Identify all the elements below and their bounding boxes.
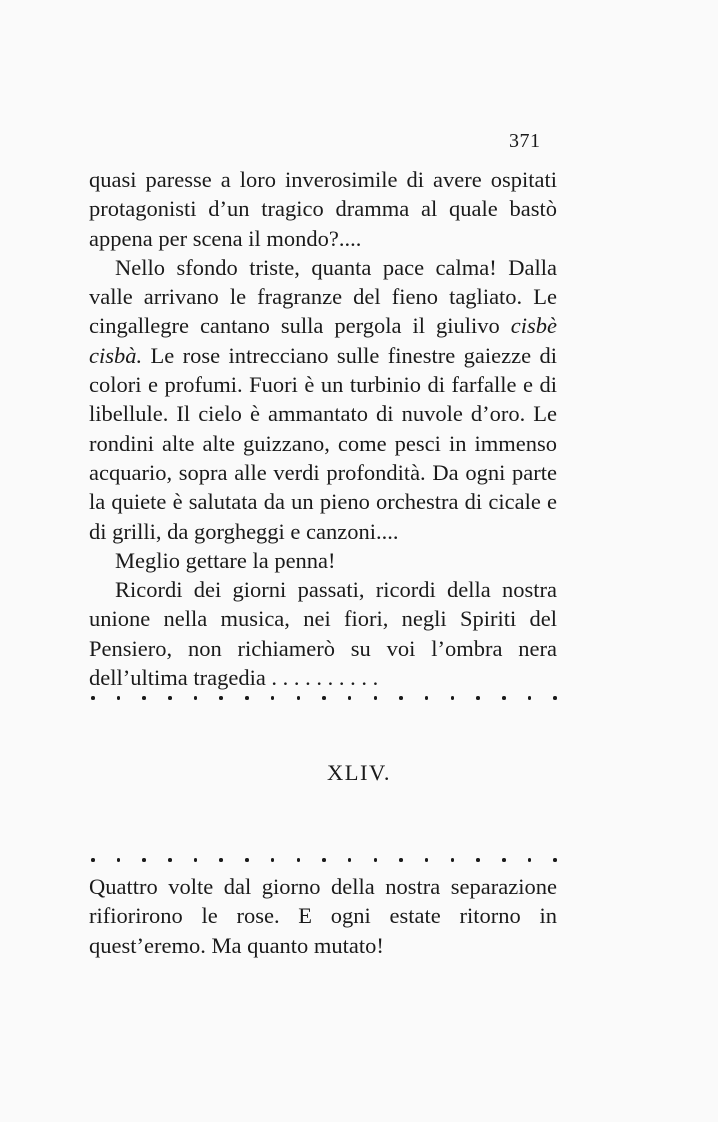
ellipsis-dot [476, 696, 480, 700]
ellipsis-dot [374, 696, 378, 700]
ellipsis-dot [194, 696, 198, 700]
italic-phrase: cisbè cisbà. [89, 313, 557, 368]
ellipsis-dot [476, 858, 480, 862]
page-number: 371 [509, 130, 541, 152]
paragraph [89, 872, 557, 960]
ellipsis-dot [117, 858, 121, 862]
ellipsis-dot [219, 858, 223, 862]
ellipsis-dot [348, 696, 352, 700]
ellipsis-dot [502, 696, 506, 700]
ellipsis-dot [91, 858, 95, 862]
paragraph [89, 253, 557, 546]
ellipsis-dot [245, 696, 249, 700]
ellipsis-dot [322, 696, 326, 700]
text-segment: Ricordi dei giorni passati, ricordi della nostra unione nella musica, nei fiori, negli Spiriti del Pensiero, non richiamerò su voi l’ombra nera dell’ultima tragedia . . . . . . . . . . [89, 577, 557, 691]
ellipsis-dot [91, 696, 95, 700]
paragraph [89, 546, 557, 575]
ellipsis-dot [194, 858, 198, 862]
text-segment: Le rose intrecciano sulle finestre gaiezze di colori e profumi. Fuori è un turbinio di farfalle e di libellule. Il cielo è ammantato di nuvole d’oro. Le rondini alte alte guizzano, come pesci in immenso acquario, sopra alle verdi profondità. Da ogni parte la quiete è salutata da un pieno orchestra di cicale e di grilli, da gorgheggi e canzoni.... [89, 342, 557, 544]
ellipsis-dot [425, 696, 429, 700]
ellipsis-dot [168, 858, 172, 862]
ellipsis-dot [245, 858, 249, 862]
ellipsis-dot [502, 858, 506, 862]
text-block-after-chapter [89, 872, 557, 960]
ellipsis-dot [451, 858, 455, 862]
ellipsis-dot [117, 696, 121, 700]
ellipsis-dot [271, 696, 275, 700]
ellipsis-dot [271, 858, 275, 862]
ellipsis-dot [399, 696, 403, 700]
ellipsis-dot-row [91, 693, 557, 703]
ellipsis-dot-row [91, 855, 557, 865]
ellipsis-dot [297, 696, 301, 700]
ellipsis-dot [297, 858, 301, 862]
text-segment: Quattro volte dal giorno della nostra separazione rifiorirono le rose. E ogni estate ritorno in quest’eremo. Ma quanto mutato! [89, 874, 557, 958]
ellipsis-dot [528, 858, 532, 862]
text-segment: quasi paresse a loro inverosimile di avere ospitati protagonisti d’un tragico dramma al quale bastò appena per scena il mondo?.... [89, 167, 557, 251]
ellipsis-dot [374, 858, 378, 862]
text-block-before-chapter [89, 165, 557, 692]
ellipsis-dot [553, 696, 557, 700]
ellipsis-dot [528, 696, 532, 700]
ellipsis-dot [451, 696, 455, 700]
ellipsis-dot [168, 696, 172, 700]
ellipsis-dot [425, 858, 429, 862]
paragraph [89, 165, 557, 253]
ellipsis-dot [553, 858, 557, 862]
ellipsis-dot [322, 858, 326, 862]
ellipsis-dot [142, 858, 146, 862]
paragraph [89, 575, 557, 692]
text-segment: Nello sfondo triste, quanta pace calma! Dalla valle arrivano le fragranze del fieno tagliato. Le cingallegre cantano sulla pergola il giulivo [89, 254, 557, 339]
text-segment: Meglio gettare la penna! [115, 547, 336, 573]
chapter-heading: XLIV. [327, 760, 391, 785]
ellipsis-dot [219, 696, 223, 700]
ellipsis-dot [348, 858, 352, 862]
ellipsis-dot [399, 858, 403, 862]
ellipsis-dot [142, 696, 146, 700]
